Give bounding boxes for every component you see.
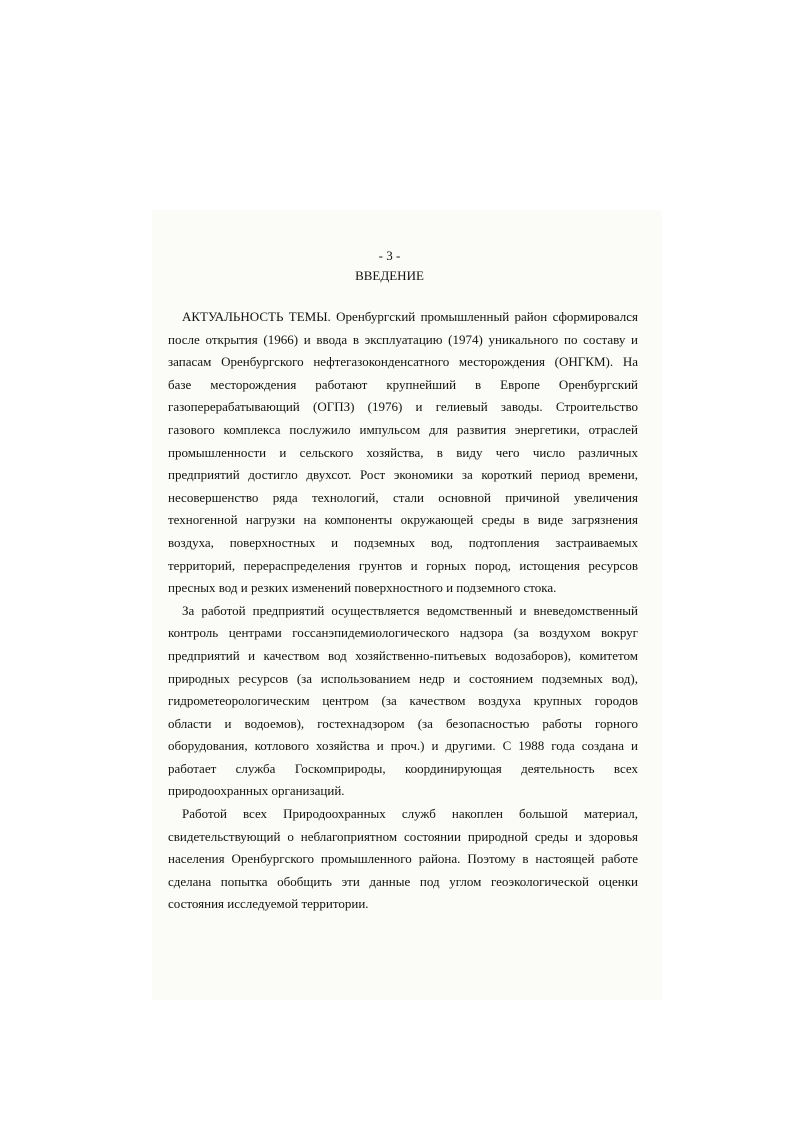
- paragraph-monitoring: [168, 600, 638, 803]
- paragraph-relevance: [168, 306, 638, 600]
- text-line: пресных вод и резких изменений поверхностного и подземного стока.: [168, 580, 557, 596]
- text-line: АКТУАЛЬНОСТЬ ТЕМЫ. Оренбургский промышленный район сформировался: [182, 309, 638, 324]
- text-line: газового комплекса послужило импульсом для развития энергетики, отраслей: [168, 421, 638, 437]
- text-line: сделана попытка обобщить эти данные под углом геоэкологической оценки: [168, 873, 638, 889]
- text-line: работает служба Госкомприроды, координирующая деятельность всех: [168, 760, 638, 776]
- text-line: населения Оренбургского промышленного района. Поэтому в настоящей работе: [168, 851, 638, 867]
- text-line: свидетельствующий о неблагоприятном состоянии природной среды и здоровья: [168, 828, 638, 844]
- document-body: [168, 306, 638, 916]
- text-line: после открытия (1966) и ввода в эксплуатацию (1974) уникального по составу и: [168, 331, 638, 347]
- text-line: газоперерабатывающий (ОГПЗ) (1976) и гелиевый заводы. Строительство: [168, 399, 638, 415]
- text-line: территорий, перераспределения грунтов и горных пород, истощения ресурсов: [168, 557, 638, 573]
- text-line: предприятий и качеством вод хозяйственно-питьевых водозаборов), комитетом: [168, 647, 638, 663]
- text-line: За работой предприятий осуществляется ведомственный и вневедомственный: [182, 602, 638, 618]
- text-line: контроль центрами госсанэпидемиологического надзора (за воздухом вокруг: [168, 625, 638, 641]
- text-line: состояния исследуемой территории.: [168, 896, 369, 912]
- text-line: природоохранных организаций.: [168, 783, 345, 799]
- page-number: - 3 -: [378, 248, 401, 263]
- text-line: запасам Оренбургского нефтегазоконденсатного месторождения (ОНГКМ). На: [168, 354, 638, 370]
- text-line: воздуха, поверхностных и подземных вод, подтопления застраиваемых: [168, 534, 638, 550]
- text-line: природных ресурсов (за использованием недр и состоянием подземных вод),: [168, 670, 638, 686]
- text-line: гидрометеорологическим центром (за качеством воздуха крупных городов: [168, 693, 638, 709]
- text-line: оборудования, котлового хозяйства и проч.) и другими. С 1988 года создана и: [168, 738, 638, 754]
- text-line: техногенной нагрузки на компоненты окружающей среды в виде загрязнения: [168, 512, 638, 528]
- paragraph-conclusion: [168, 803, 638, 916]
- text-line: Работой всех Природоохранных служб накоплен большой материал,: [182, 806, 638, 822]
- text-line: промышленности и сельского хозяйства, в виду чего число различных: [168, 444, 638, 460]
- text-line: области и водоемов), гостехнадзором (за безопасностью работы горного: [168, 715, 638, 731]
- page-heading: ВВЕДЕНИЕ: [355, 268, 424, 283]
- text-line: базе месторождения работают крупнейший в Европе Оренбургский: [168, 376, 638, 392]
- text-line: несовершенство ряда технологий, стали основной причиной увеличения: [168, 489, 638, 505]
- text-line: предприятий достигло двухсот. Рост экономики за короткий период времени,: [168, 467, 638, 483]
